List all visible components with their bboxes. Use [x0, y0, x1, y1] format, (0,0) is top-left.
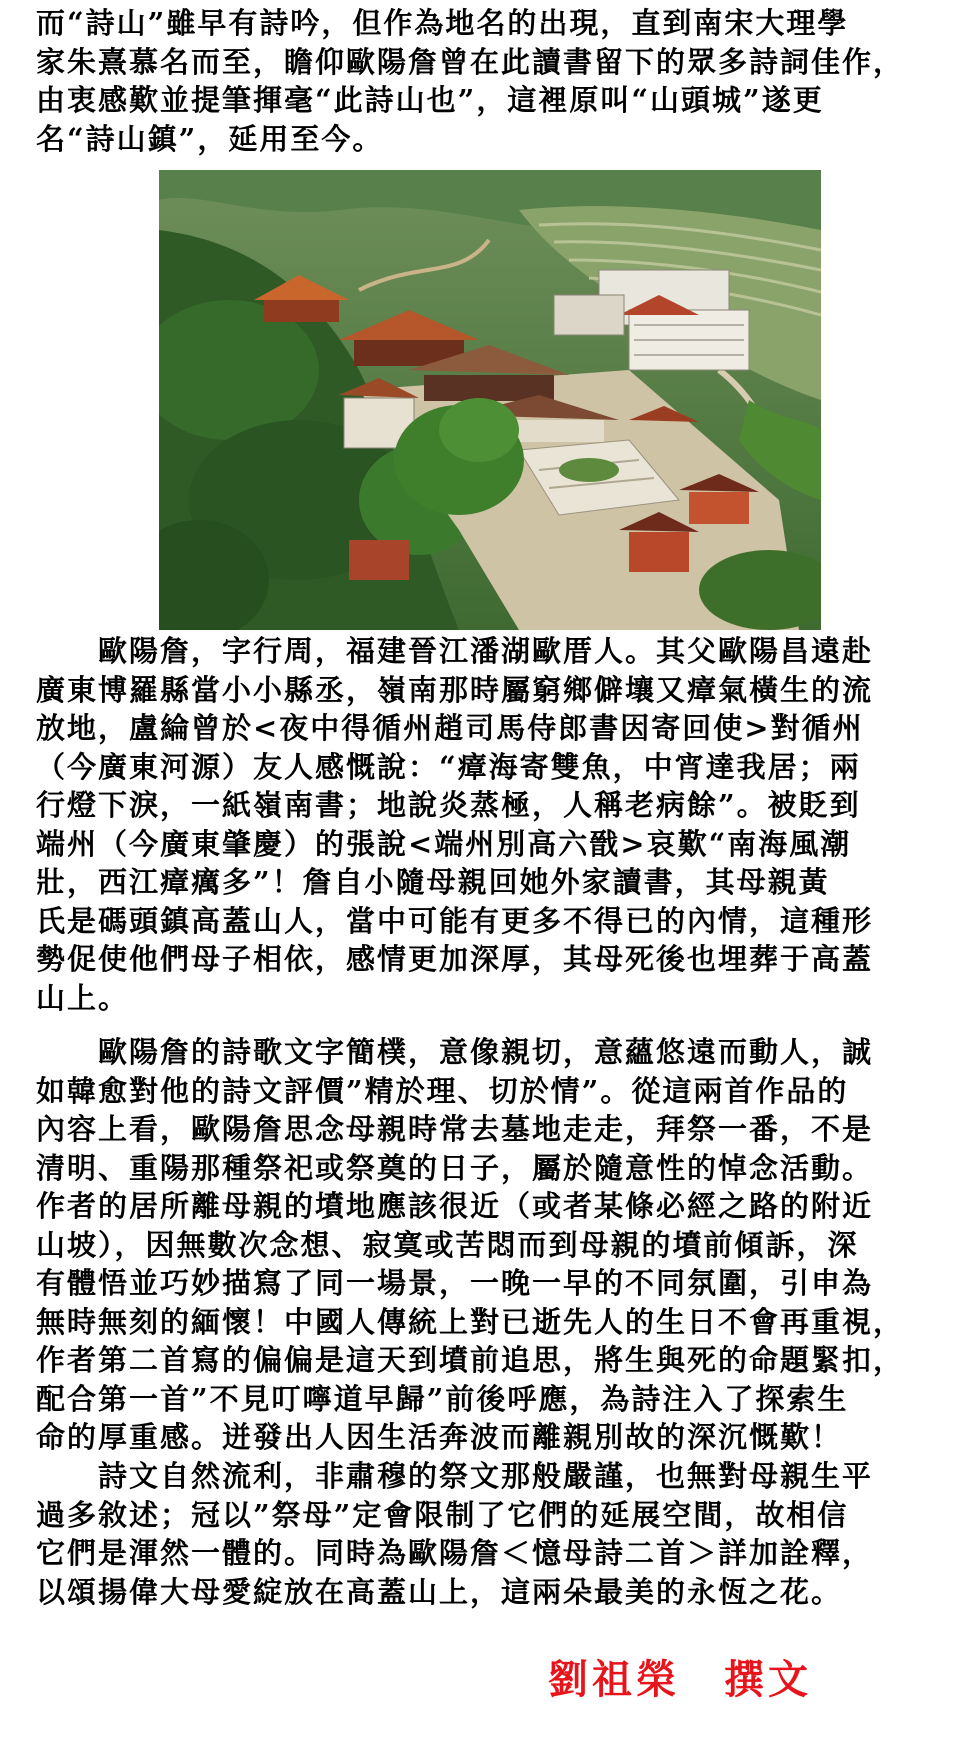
text-line: 而“詩山”雖早有詩吟，但作為地名的出現，直到南宋大理學: [36, 6, 849, 40]
text-line: 如韓愈對他的詩文評價”精於理、切於情”。從這兩首作品的: [36, 1073, 849, 1108]
text-line: 氏是碼頭鎮高蓋山人，當中可能有更多不得已的內情，這種形: [36, 903, 874, 938]
text-line: 放地，盧綸曾於<夜中得循州趙司馬侍郎書因寄回使>對循州: [36, 711, 864, 745]
text-line: 命的厚重感。迸發出人因生活奔波而離親別故的深沉慨歎！: [36, 1420, 843, 1454]
text-line: 內容上看，歐陽詹思念母親時常去墓地走走，拜祭一番，不是: [36, 1112, 874, 1146]
paragraph-2: [36, 1033, 956, 1457]
text-line: （今廣東河源）友人感慨說：“瘴海寄雙魚，中宵達我居；兩: [36, 749, 861, 784]
text-line: 山上。: [36, 980, 130, 1015]
text-line: 廣東博羅縣當小小縣丞，嶺南那時屬窮鄉僻壤又瘴氣橫生的流: [36, 672, 874, 707]
text-line: 行燈下淚，一紙嶺南書；地說炎蒸極，人稱老病餘”。被貶到: [36, 788, 861, 822]
text-line: 過多敘述；冠以”祭母”定會限制了它們的延展空間，故相信: [36, 1497, 849, 1532]
author-signature: 劉祖榮 撰文: [548, 1656, 812, 1703]
text-line: 詩文自然流利，非肅穆的祭文那般嚴謹，也無對母親生平: [36, 1459, 874, 1493]
paragraph-3: [36, 1457, 956, 1611]
text-line: 名“詩山鎮”，延用至今。: [36, 121, 384, 156]
text-line: 壯，西江瘴癘多”！詹自小隨母親回她外家讀書，其母親黃: [36, 865, 830, 899]
text-line: 勢促使他們母子相依，感情更加深厚，其母死後也埋葬于高蓋: [36, 942, 874, 976]
text-line: 無時無刻的緬懷！中國人傳統上對已逝先人的生日不會再重視，: [36, 1304, 905, 1339]
text-line: 以頌揚偉大母愛綻放在高蓋山上，這兩朵最美的永恆之花。: [36, 1574, 843, 1609]
text-line: 作者的居所離母親的墳地應該很近（或者某條必經之路的附近: [36, 1189, 874, 1223]
text-line: 歐陽詹，字行周，福建晉江潘湖歐厝人。其父歐陽昌遠赴: [36, 634, 874, 668]
text-line: 配合第一首”不見叮嚀道早歸”前後呼應，為詩注入了探索生: [36, 1381, 849, 1416]
text-line: 歐陽詹的詩歌文字簡樸，意像親切，意蘊悠遠而動人，誠: [36, 1035, 874, 1069]
intro-paragraph: [36, 4, 956, 158]
text-line: 作者第二首寫的偏偏是這天到墳前追思，將生與死的命題緊扣，: [36, 1343, 905, 1377]
temple-photo: [159, 170, 821, 630]
paragraph-1: [36, 632, 956, 1017]
text-line: 端州（今廣東肇慶）的張說<端州別高六戩>哀歎“南海風潮: [36, 826, 852, 861]
text-line: 家朱熹慕名而至，瞻仰歐陽詹曾在此讀書留下的眾多詩詞佳作，: [36, 44, 905, 79]
text-line: 清明、重陽那種祭祀或祭奠的日子，屬於隨意性的悼念活動。: [36, 1150, 874, 1185]
text-line: 有體悟並巧妙描寫了同一場景，一晚一早的不同氛圍，引申為: [36, 1266, 874, 1300]
text-line: 它們是渾然一體的。同時為歐陽詹＜憶母詩二首＞詳加詮釋，: [36, 1536, 874, 1570]
text-line: 山坡），因無數次念想、寂寞或苦悶而到母親的墳前傾訴，深: [36, 1227, 859, 1262]
text-line: 由衷感歎並提筆揮毫“此詩山也”，這裡原叫“山頭城”遂更: [36, 83, 824, 117]
